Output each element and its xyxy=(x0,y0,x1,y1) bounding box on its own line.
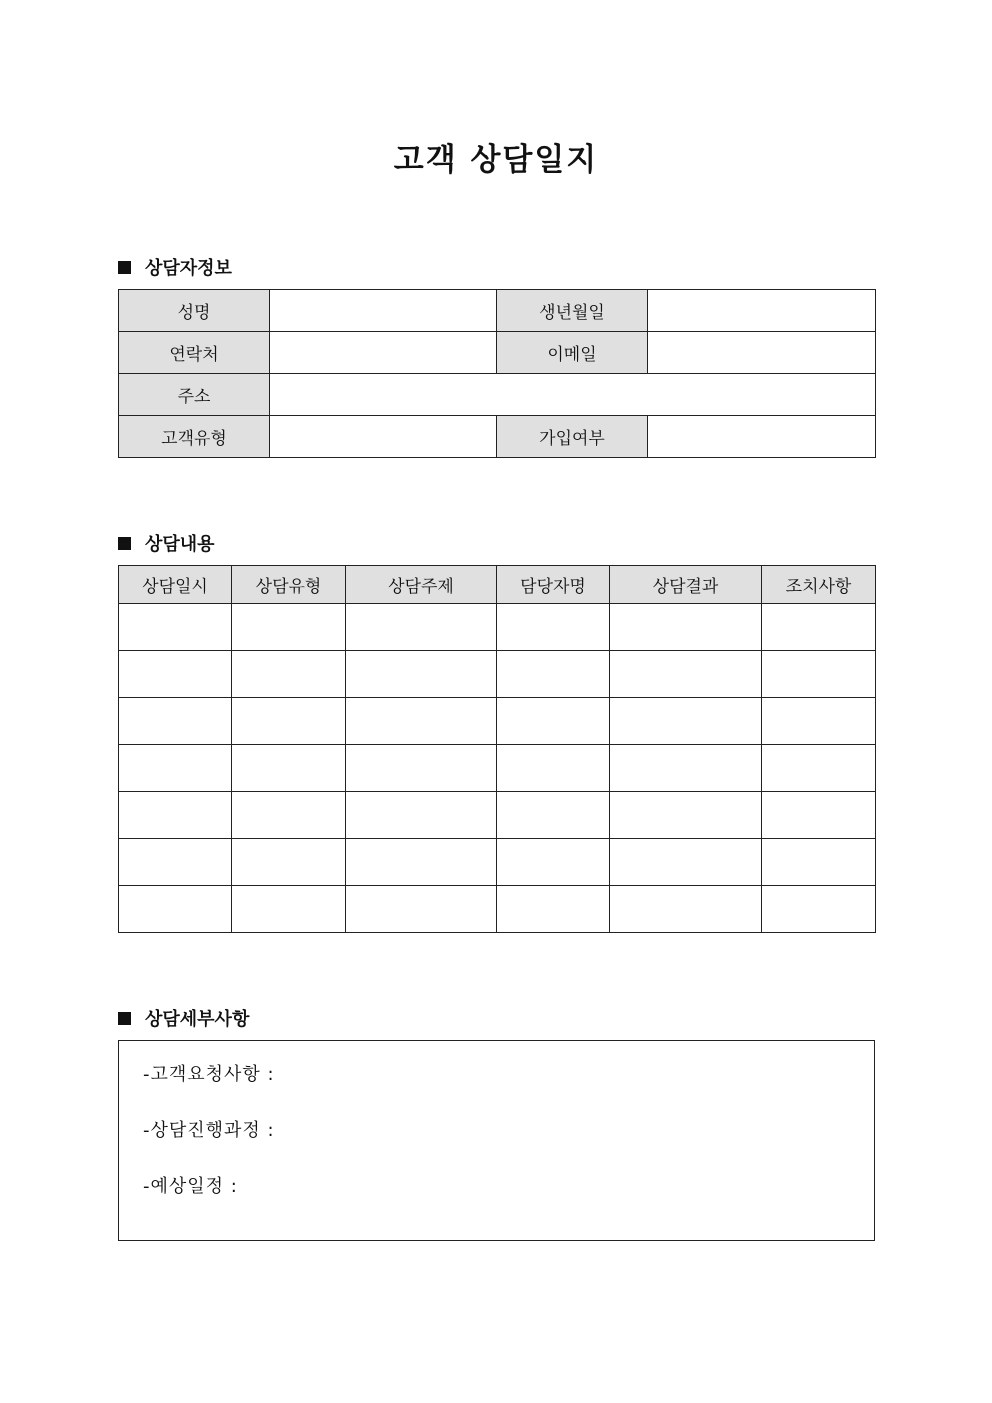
birthdate-label: 생년월일 xyxy=(497,290,648,332)
name-field[interactable] xyxy=(270,290,497,332)
birthdate-field[interactable] xyxy=(648,290,876,332)
membership-label: 가입여부 xyxy=(497,416,648,458)
table-cell[interactable] xyxy=(346,745,497,792)
table-row xyxy=(119,745,876,792)
table-header-row xyxy=(119,566,876,604)
consultation-progress-line: -상담진행과정 : xyxy=(143,1120,275,1141)
table-cell[interactable] xyxy=(497,792,610,839)
customer-type-label: 고객유형 xyxy=(119,416,270,458)
table-cell[interactable] xyxy=(762,698,876,745)
table-cell[interactable] xyxy=(232,651,346,698)
table-cell[interactable] xyxy=(497,839,610,886)
table-cell[interactable] xyxy=(346,839,497,886)
table-cell[interactable] xyxy=(119,792,232,839)
column-header: 조치사항 xyxy=(762,566,876,604)
section-heading-customer-info xyxy=(118,254,232,280)
table-row xyxy=(119,374,876,416)
consultation-table xyxy=(118,565,876,933)
document-title: 고객 상담일지 xyxy=(393,142,599,178)
table-cell[interactable] xyxy=(762,792,876,839)
table-cell[interactable] xyxy=(119,886,232,933)
table-cell[interactable] xyxy=(119,745,232,792)
table-cell[interactable] xyxy=(610,604,762,651)
table-cell[interactable] xyxy=(232,745,346,792)
table-cell[interactable] xyxy=(497,886,610,933)
customer-request-line: -고객요청사항 : xyxy=(143,1064,275,1085)
table-cell[interactable] xyxy=(346,792,497,839)
table-cell[interactable] xyxy=(762,745,876,792)
section-heading-label: 상담내용 xyxy=(145,534,215,555)
table-cell[interactable] xyxy=(119,698,232,745)
table-cell[interactable] xyxy=(346,698,497,745)
table-cell[interactable] xyxy=(232,604,346,651)
square-bullet-icon xyxy=(118,537,131,550)
table-row xyxy=(119,604,876,651)
table-cell[interactable] xyxy=(232,792,346,839)
table-cell[interactable] xyxy=(119,604,232,651)
table-cell[interactable] xyxy=(232,886,346,933)
section-heading-consultation xyxy=(118,530,215,556)
table-row xyxy=(119,792,876,839)
table-cell[interactable] xyxy=(346,651,497,698)
table-cell[interactable] xyxy=(610,792,762,839)
column-header: 상담결과 xyxy=(610,566,762,604)
table-cell[interactable] xyxy=(610,839,762,886)
section-heading-label: 상담자정보 xyxy=(145,258,232,279)
column-header: 상담일시 xyxy=(119,566,232,604)
table-cell[interactable] xyxy=(346,604,497,651)
square-bullet-icon xyxy=(118,1012,131,1025)
table-row xyxy=(119,839,876,886)
table-row xyxy=(119,886,876,933)
address-field[interactable] xyxy=(270,374,876,416)
column-header: 상담유형 xyxy=(232,566,346,604)
table-cell[interactable] xyxy=(232,698,346,745)
section-heading-label: 상담세부사항 xyxy=(145,1009,250,1030)
email-label: 이메일 xyxy=(497,332,648,374)
section-heading-details xyxy=(118,1005,249,1031)
contact-field[interactable] xyxy=(270,332,497,374)
details-box[interactable] xyxy=(118,1040,875,1241)
table-row xyxy=(119,290,876,332)
contact-label: 연락처 xyxy=(119,332,270,374)
customer-type-field[interactable] xyxy=(270,416,497,458)
table-cell[interactable] xyxy=(610,651,762,698)
table-row xyxy=(119,416,876,458)
expected-schedule-line: -예상일정 : xyxy=(143,1176,238,1197)
table-cell[interactable] xyxy=(119,651,232,698)
table-cell[interactable] xyxy=(610,886,762,933)
table-row xyxy=(119,332,876,374)
square-bullet-icon xyxy=(118,261,131,274)
customer-info-table xyxy=(118,289,876,458)
table-cell[interactable] xyxy=(762,886,876,933)
table-cell[interactable] xyxy=(346,886,497,933)
table-cell[interactable] xyxy=(610,698,762,745)
table-row xyxy=(119,698,876,745)
table-cell[interactable] xyxy=(762,651,876,698)
table-cell[interactable] xyxy=(119,839,232,886)
membership-field[interactable] xyxy=(648,416,876,458)
table-cell[interactable] xyxy=(232,839,346,886)
table-cell[interactable] xyxy=(497,745,610,792)
table-cell[interactable] xyxy=(762,604,876,651)
table-cell[interactable] xyxy=(497,651,610,698)
address-label: 주소 xyxy=(119,374,270,416)
table-cell[interactable] xyxy=(497,604,610,651)
table-cell[interactable] xyxy=(497,698,610,745)
table-cell[interactable] xyxy=(762,839,876,886)
consultation-table-body xyxy=(119,604,876,933)
column-header: 상담주제 xyxy=(346,566,497,604)
email-field[interactable] xyxy=(648,332,876,374)
column-header: 담당자명 xyxy=(497,566,610,604)
name-label: 성명 xyxy=(119,290,270,332)
table-cell[interactable] xyxy=(610,745,762,792)
table-row xyxy=(119,651,876,698)
